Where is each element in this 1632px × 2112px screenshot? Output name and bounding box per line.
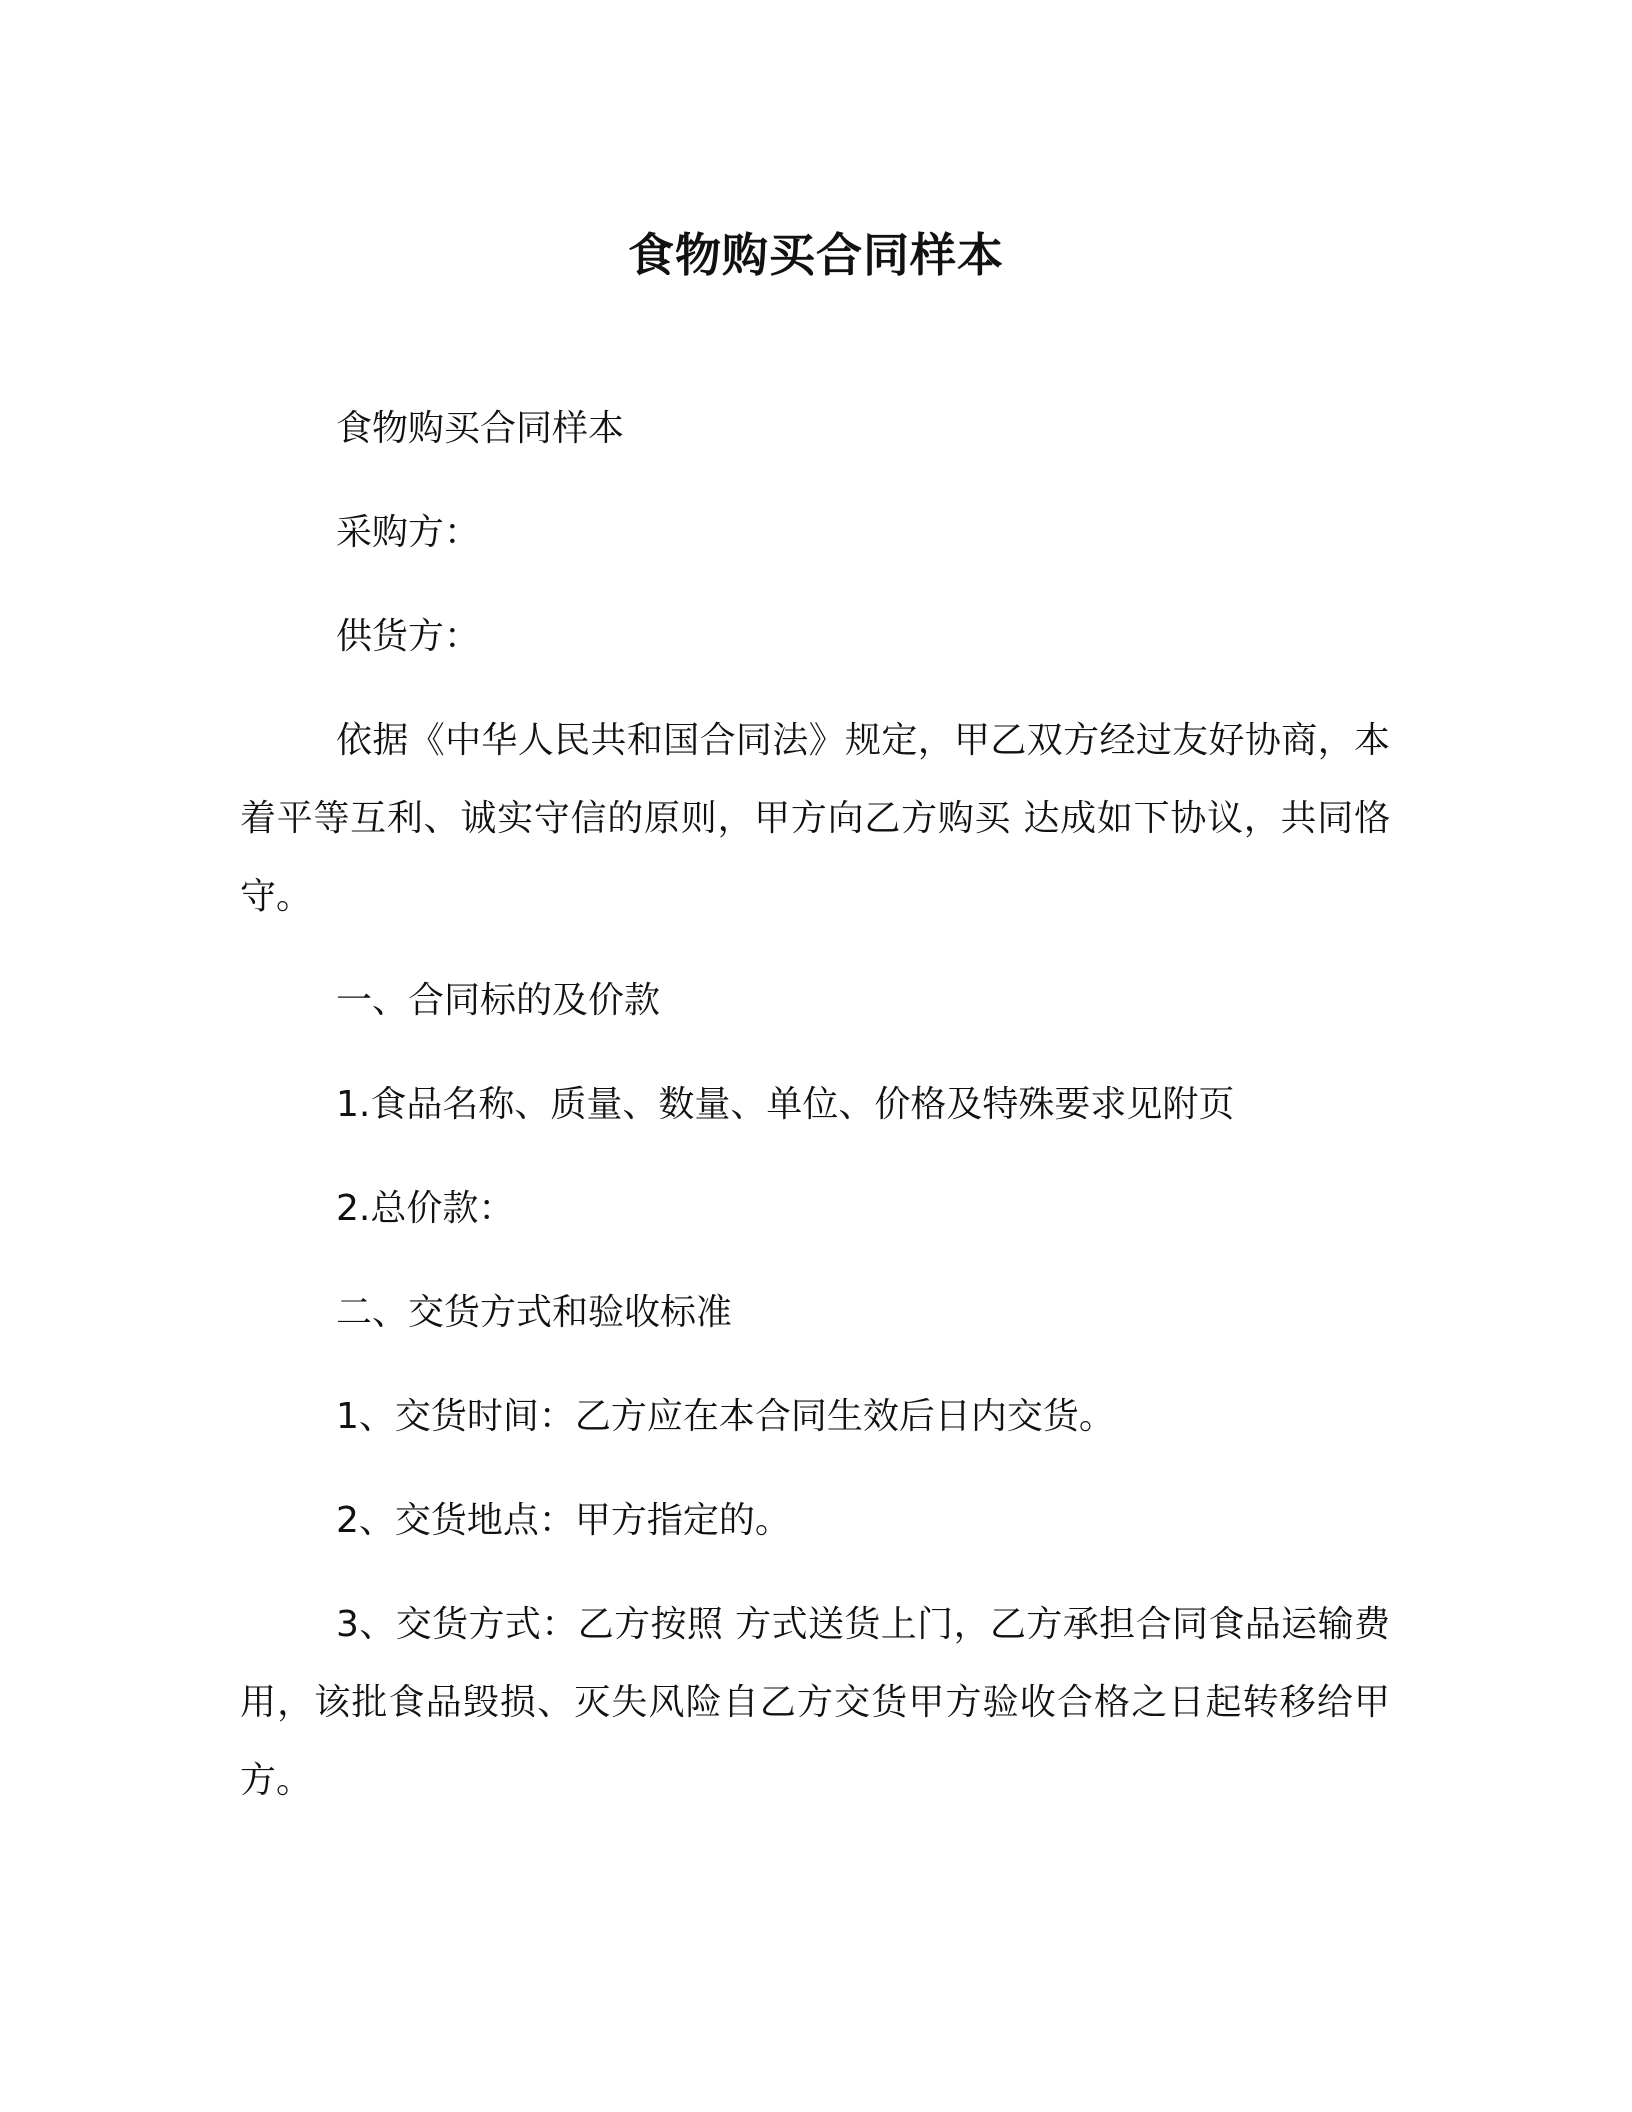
document-title: 食物购买合同样本 — [628, 228, 1004, 282]
section-heading-1: 一、合同标的及价款 — [336, 980, 661, 1021]
clause-2-1: 1、交货时间：乙方应在本合同生效后日内交货。 — [336, 1396, 1115, 1437]
clause-1-2: 2.总价款： — [336, 1188, 515, 1229]
paragraph-buyer: 采购方： — [336, 512, 481, 553]
paragraph-supplier: 供货方： — [336, 616, 481, 657]
section-heading-2: 二、交货方式和验收标准 — [336, 1292, 733, 1333]
clause-2-3: 3、交货方式：乙方按照 方式送货上门，乙方承担合同食品运输费用，该批食品毁损、灭失风险自乙方交货甲方验收合格之日起转移给甲方。 — [240, 1604, 1390, 1801]
clause-2-2: 2、交货地点：甲方指定的。 — [336, 1500, 791, 1541]
paragraph-preamble: 依据《中华人民共和国合同法》规定，甲乙双方经过友好协商，本着平等互利、诚实守信的原则，甲方向乙方购买 达成如下协议，共同恪守。 — [240, 720, 1390, 917]
document-body — [240, 390, 1390, 1846]
paragraph-subtitle: 食物购买合同样本 — [336, 408, 625, 449]
clause-1-1: 1.食品名称、质量、数量、单位、价格及特殊要求见附页 — [336, 1084, 1235, 1125]
